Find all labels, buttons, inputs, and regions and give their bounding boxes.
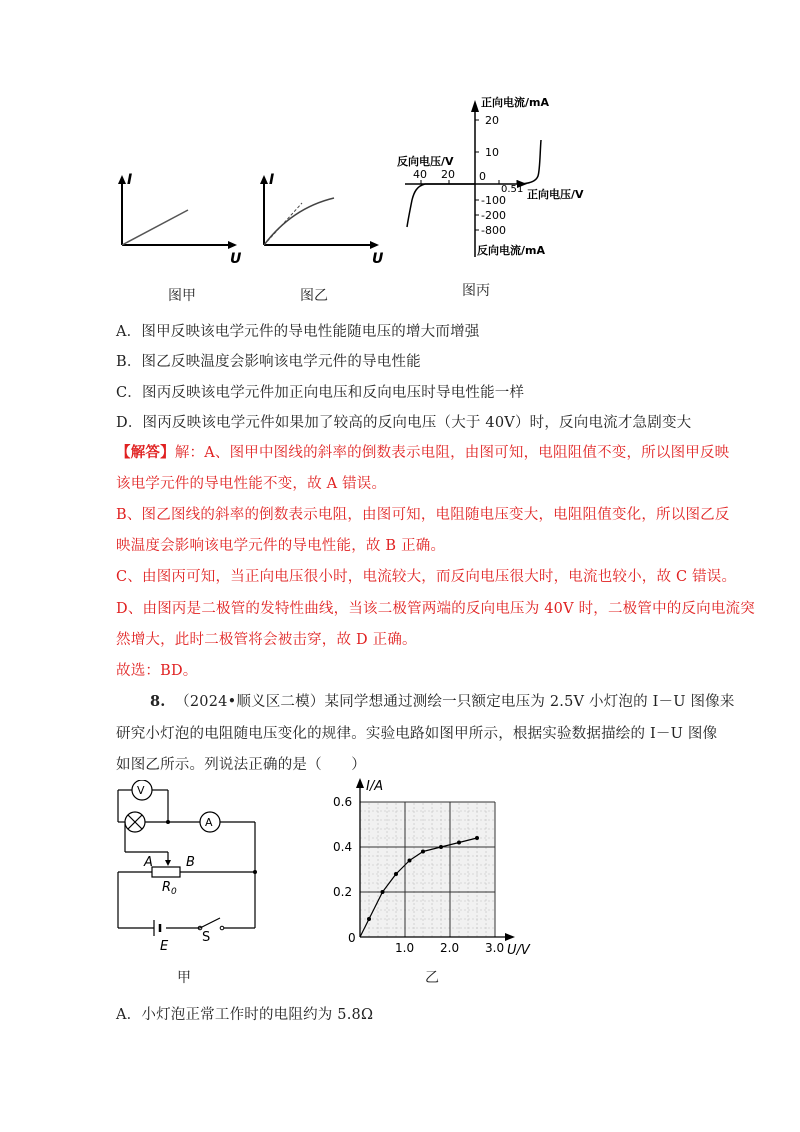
bing-reverse-voltage-label: 反向电压/V	[397, 155, 454, 168]
answer-tag: 【解答】	[116, 444, 175, 461]
bing-x-tick: 1	[517, 184, 524, 195]
q7-option-a: A．图甲反映该电学元件的导电性能随电压的增大而增强	[116, 324, 480, 340]
q7-answer-line-3: B、图乙图线的斜率的倒数表示电阻，由图可知，电阻随电压变大，电阻阻值变化，所以图乙反	[116, 507, 730, 523]
voltmeter-label: V	[137, 784, 145, 797]
bing-y-tick: -100	[481, 194, 506, 207]
bing-y-tick: 20	[485, 114, 499, 127]
rheostat-label: $R_0$	[162, 880, 177, 897]
chart-origin-label: 0	[348, 931, 356, 945]
figure-jia	[110, 170, 250, 270]
bing-reverse-current-label: 反向电流/mA	[477, 244, 545, 257]
q8-number: 8.	[150, 693, 166, 710]
chart-data-point	[367, 917, 371, 921]
figure-yi	[252, 170, 392, 270]
bing-origin: 0	[479, 170, 486, 183]
circuit-diagram	[100, 780, 270, 960]
q7-choice: 故选：BD。	[116, 663, 198, 679]
chart-x-tick-label: 2.0	[440, 941, 460, 955]
caption-circuit: 甲	[177, 970, 191, 986]
q7-option-d: D．图丙反映该电学元件如果加了较高的反向电压（大于 40V）时，反向电流才急剧变大	[116, 415, 692, 431]
bing-x-tick: 0.5	[501, 184, 517, 195]
q7-answer-line-5: C、由图丙可知，当正向电压很小时，电流较大，而反向电压很大时，电流也较小，故 C 错误。	[116, 569, 737, 585]
chart-data-point	[439, 845, 443, 849]
jia-y-axis-label: I	[127, 172, 133, 188]
ammeter-label: A	[205, 816, 213, 829]
chart-data-point	[394, 872, 398, 876]
caption-chart: 乙	[425, 970, 439, 986]
q7-answer-line-2: 该电学元件的导电性能不变，故 A 错误。	[116, 476, 387, 492]
q7-answer-line-7: 然增大，此时二极管将会被击穿，故 D 正确。	[116, 632, 417, 648]
jia-x-axis-label: U	[230, 251, 242, 267]
q7-option-c: C．图丙反映该电学元件加正向电压和反向电压时导电性能一样	[116, 385, 525, 401]
bing-y-tick: -200	[481, 209, 506, 222]
rheostat-end-b: B	[186, 855, 195, 870]
bing-x-tick: 40	[413, 168, 427, 181]
bing-y-tick: -800	[481, 224, 506, 237]
chart-x-tick-label: 1.0	[395, 941, 415, 955]
bing-forward-voltage-label: 正向电压/V	[527, 188, 584, 201]
chart-x-axis-label: U/V	[507, 943, 530, 958]
iu-chart	[325, 770, 555, 960]
q8-stem-line-2: 研究小灯泡的电阻随电压变化的规律。实验电路如图甲所示，根据实验数据描绘的 I－U 图像	[116, 726, 718, 742]
battery-label: E	[160, 939, 169, 954]
bing-forward-current-label: 正向电流/mA	[481, 96, 549, 109]
q7-answer-line-1	[116, 441, 729, 462]
rheostat-end-a: A	[144, 855, 153, 870]
chart-y-tick-label: 0.4	[333, 840, 353, 854]
chart-data-point	[408, 859, 412, 863]
caption-yi: 图乙	[300, 288, 328, 304]
q8-stem-line-1	[150, 690, 735, 711]
q7-answer-line-4: 映温度会影响该电学元件的导电性能，故 B 正确。	[116, 538, 446, 554]
chart-plot-area	[360, 802, 495, 937]
chart-data-point	[381, 890, 385, 894]
q7-answer-line-6: D、由图丙是二极管的发特性曲线，当该二极管两端的反向电压为 40V 时，二极管中的反向电流突	[116, 601, 755, 617]
chart-data-point	[475, 836, 479, 840]
yi-y-axis-label: I	[269, 172, 275, 188]
chart-data-point	[421, 850, 425, 854]
chart-y-axis-arrow	[356, 778, 364, 788]
yi-x-axis-label: U	[372, 251, 384, 267]
bing-y-tick: 10	[485, 146, 499, 159]
figure-bing	[395, 92, 595, 264]
q8-stem-line-3: 如图乙所示。列说法正确的是（ ）	[116, 757, 366, 773]
chart-y-axis-label: I/A	[366, 779, 384, 794]
chart-x-tick-label: 3.0	[485, 941, 505, 955]
caption-jia: 图甲	[168, 288, 196, 304]
answer-text: 解：A、图甲中图线的斜率的倒数表示电阻，由图可知，电阻阻值不变，所以图甲反映	[174, 445, 730, 461]
chart-y-tick-label: 0.2	[333, 885, 353, 899]
chart-data-point	[457, 841, 461, 845]
bing-x-tick: 20	[441, 168, 455, 181]
q7-option-b: B．图乙反映温度会影响该电学元件的导电性能	[116, 354, 421, 370]
chart-x-axis-arrow	[505, 933, 515, 941]
caption-bing: 图丙	[462, 283, 490, 299]
switch-label: S	[202, 930, 211, 945]
q8-stem-text: （2024•顺义区二模）某同学想通过测绘一只额定电压为 2.5V 小灯泡的 I－U 图像来	[175, 694, 735, 710]
chart-y-tick-label: 0.6	[333, 795, 353, 809]
q8-option-a: A．小灯泡正常工作时的电阻约为 5.8Ω	[116, 1007, 374, 1023]
